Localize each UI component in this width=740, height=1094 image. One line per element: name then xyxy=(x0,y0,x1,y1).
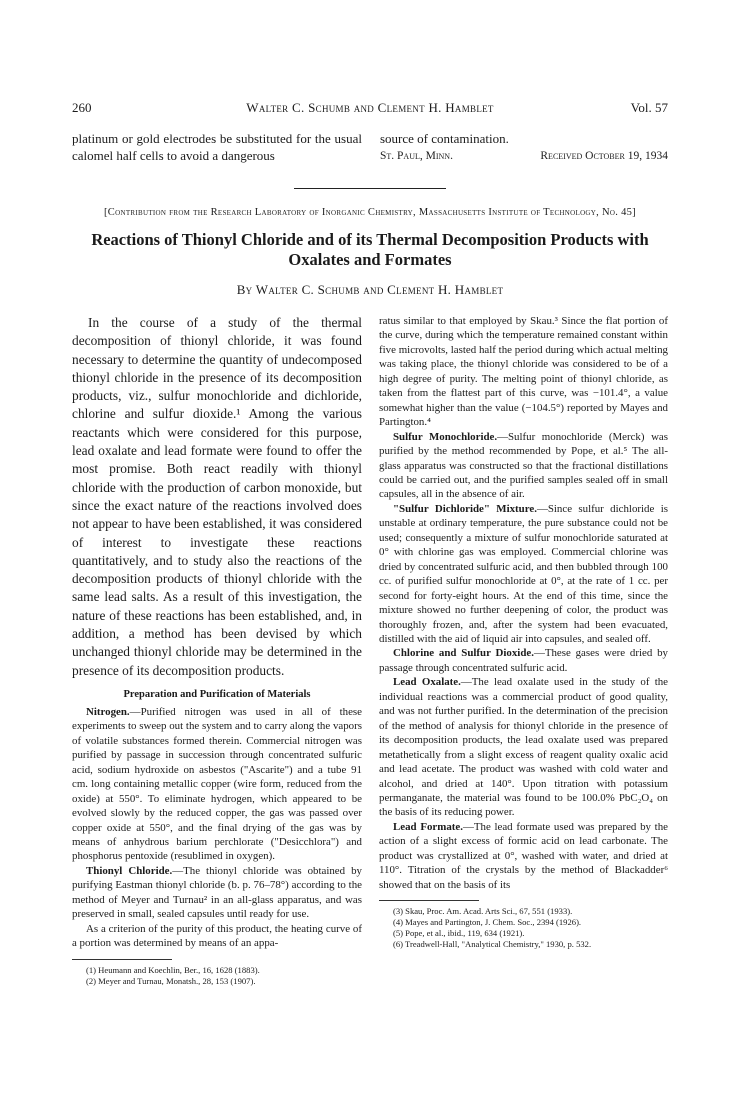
section-heading: Preparation and Purification of Materials xyxy=(123,688,311,700)
paragraph-text: ratus similar to that employed by Skau.³ Since the flat portion of the curve, during which the temperature remained constant within five microvolts, lasted half the period during which actual melting was taking place, the thionyl chloride was considered to be of a high degree of purity. The melting point of thionyl chloride, as taken from the flattest part of this curve, was −101.4°, a value somewhat higher than the value (−104.5°) reported by Mayes and Partington.⁴ xyxy=(379,315,668,429)
body-paragraph xyxy=(379,675,668,820)
run-in-heading: Thionyl Chloride. xyxy=(86,864,173,877)
run-in-heading: Lead Oxalate. xyxy=(393,676,461,689)
previous-article-right xyxy=(380,130,668,165)
right-paragraphs xyxy=(379,314,668,892)
run-in-heading: Sulfur Monochloride. xyxy=(393,430,498,443)
paragraph-text: As a criterion of the purity of this product, the heating curve of a portion was determined by means of an appa- xyxy=(72,922,362,950)
running-title: Walter C. Schumb and Clement H. Hamblet xyxy=(246,100,494,115)
page-number: 260 xyxy=(72,100,92,115)
body-paragraph xyxy=(379,646,668,675)
body-paragraph xyxy=(72,705,362,864)
body-paragraph xyxy=(379,430,668,502)
paragraph-text: —Purified nitrogen was used in all of these experiments to sweep out the system and to carry along the vapors of volatile substances formed therein. Commercial nitrogen was purified by passage in succession through concentrated sulfuric acid, sodium hydroxide on asbestos ("Ascarite") and a tube 91 cm. long containing metallic copper (wire form, reduced from the oxide) at 550°. To eliminate hydrogen, which appeared to be evolved slowly by the reduced copper, the gas was passed over copper oxide at 550°, and the final drying of the gas was by means of anhydrous barium perchlorate ("Desicchlora") and phosphorus pentoxide (resublimed in oxygen). xyxy=(72,705,362,863)
run-in-heading: Chlorine and Sulfur Dioxide. xyxy=(393,647,534,660)
previous-article-ending xyxy=(72,130,668,176)
paragraph-text: —The lead oxalate used in the study of the individual reactions was a commercial product of good quality, and was not further purified. In the determination of the precision of the method of analysis for thionyl chloride in the presence of its decomposition products, the lead oxalate used was prepared metathetically from a slight excess of reagent quality oxalic acid and lead acetate. The product was washed with cold water and alcohol, and dried at 140°. Upon titration with potassium permanganate, the material was found to be 100.0% PbC₂O₄ on the basis of its reducing power. xyxy=(379,676,668,819)
left-paragraphs xyxy=(72,705,362,951)
signature-line xyxy=(380,148,668,165)
footnote: (5) Pope, et al., ibid., 119, 634 (1921). xyxy=(393,928,525,939)
run-in-heading: Nitrogen. xyxy=(86,705,130,718)
footnote: (4) Mayes and Partington, J. Chem. Soc., 2394 (1926). xyxy=(393,917,582,928)
intro-paragraph: In the course of a study of the thermal decomposition of thionyl chloride, it was found necessary to determine the quantity of undecomposed thionyl chloride in the presence of its decomposition products, viz., sulfur monochloride and dichloride, chlorine and sulfur dioxide.¹ Among the various reactants which were considered for this purpose, lead oxalate and lead formate were found to offer the most promise. Both react readily with thionyl chloride with the production of carbon monoxide, but since the exact nature of the reactions involved does not appear to have been established, it was considered of interest to investigate these reactions quantitatively, and to study also the reactions of the decomposition products of thionyl chloride with the same lead salts. As a result of this investigation, the nature of these reactions has been established, and, in addition, a method has been devised by which unchanged thionyl chloride may be determined in the presence of its decomposition products. xyxy=(72,315,362,678)
body-paragraph xyxy=(379,502,668,647)
previous-article-right-text: source of contamination. xyxy=(380,131,509,146)
received-date: Received October 19, 1934 xyxy=(540,150,668,162)
article-title: Reactions of Thionyl Chloride and of its Thermal Decomposition Products with Oxalates and Formates xyxy=(91,230,649,269)
body-paragraph xyxy=(379,314,668,430)
article-divider xyxy=(294,188,446,189)
location: St. Paul, Minn. xyxy=(380,150,453,162)
footnote: (2) Meyer and Turnau, Monatsh., 28, 153 (1907). xyxy=(86,975,256,986)
footnote: (3) Skau, Proc. Am. Acad. Arts Sci., 67, 551 (1933). xyxy=(393,906,573,917)
paragraph-text: —The lead formate used was prepared by the action of a slight excess of formic acid on lead carbonate. The product was crystallized at 0°, washed with water, and dried at 110°. Titration of the crystals by the method of Blackadder⁶ showed that on the basis of its xyxy=(379,820,668,891)
footnote: (1) Heumann and Koechlin, Ber., 16, 1628 (1883). xyxy=(86,964,260,975)
run-in-heading: Lead Formate. xyxy=(393,820,463,833)
volume-label: Vol. 57 xyxy=(630,100,668,115)
body-paragraph xyxy=(72,864,362,922)
paragraph-text: —Sulfur monochloride (Merck) was purified by the method recommended by Pope, et al.⁵ The all-glass apparatus was constructed so that the fractional distillations could be carried out, and the purified samples sealed off in small capsules, all in the absence of air. xyxy=(379,430,669,501)
journal-page xyxy=(72,100,668,1094)
right-column xyxy=(379,314,668,950)
running-header xyxy=(72,100,668,120)
contribution-note: [Contribution from the Research Laboratory of Inorganic Chemistry, Massachusetts Institute of Technology, No. 45] xyxy=(104,207,636,218)
article-body xyxy=(72,314,668,1094)
footnote-rule-right xyxy=(379,900,479,901)
run-in-heading: "Sulfur Dichloride" Mixture. xyxy=(393,502,537,515)
footnote: (6) Treadwell-Hall, "Analytical Chemistry," 1930, p. 532. xyxy=(393,939,592,950)
footnote-rule-left xyxy=(72,959,172,960)
left-column xyxy=(72,314,362,987)
paragraph-text: —Since sulfur dichloride is unstable at ordinary temperature, the pure substance could not be used; consequently a mixture of sulfur monochloride saturated at 0° with chlorine gas was employed. Commercial chlorine was dried by concentrated sulfuric acid, and then bubbled through 100 cc. of purified sulfur monochloride at 0°, at the rate of 1 cc. per second for forty-eight hours. At the end of this time, since the mixture showed no further deepening of color, the product was thoroughly frozen, and, after the system had been evacuated, distilled with the aid of liquid air into capsules, and sealed off. xyxy=(379,502,668,645)
body-paragraph xyxy=(72,922,362,951)
left-footnotes xyxy=(72,965,362,987)
paragraph-text: —The thionyl chloride was obtained by purifying Eastman thionyl chloride (b. p. 76–78°) according to the method of Meyer and Turnau² in an all-glass apparatus, and was preserved in small, sealed capsules until ready for use. xyxy=(72,864,362,921)
right-footnotes xyxy=(379,906,668,950)
previous-article-left-text: platinum or gold electrodes be substituted for the usual calomel half cells to avoid a dangerous xyxy=(72,131,362,163)
body-paragraph xyxy=(379,820,668,892)
byline: By Walter C. Schumb and Clement H. Hamblet xyxy=(236,282,504,297)
paragraph-text: —These gases were dried by passage through concentrated sulfuric acid. xyxy=(379,647,668,674)
